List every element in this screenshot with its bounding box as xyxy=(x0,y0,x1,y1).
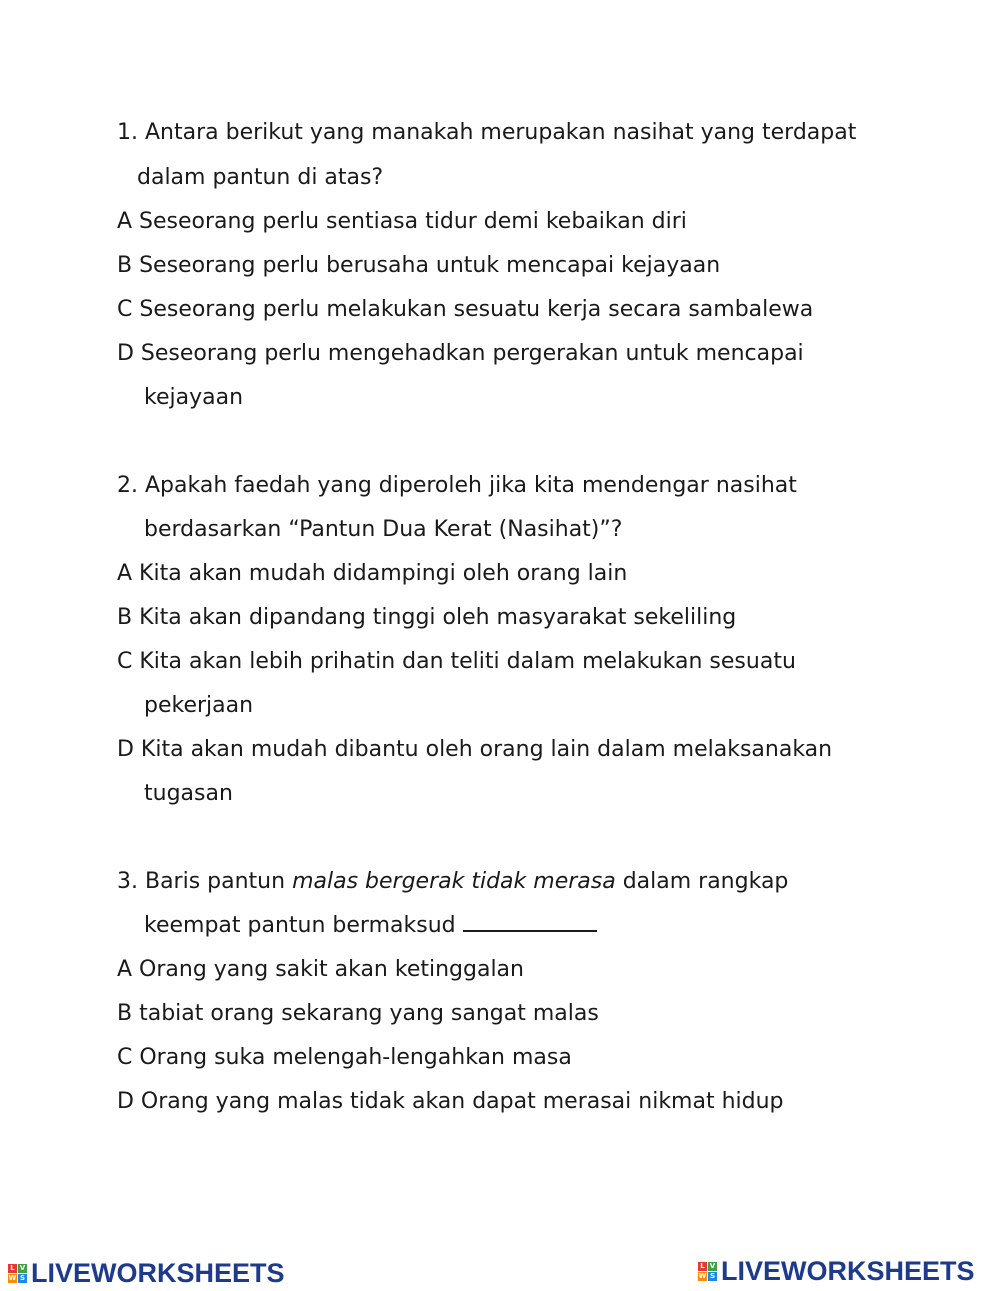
question-3-stem-line-1 xyxy=(117,867,788,897)
question-2-option-c-line-2: pekerjaan xyxy=(144,693,254,718)
question-3-stem-italic: malas bergerak tidak merasa xyxy=(292,869,616,894)
question-3-stem-text: keempat pantun bermaksud xyxy=(144,913,463,938)
liveworksheets-logo-icon xyxy=(8,1264,27,1283)
logo-square-v: V xyxy=(19,1263,26,1272)
question-3-option-c: C Orang suka melengah-lengahkan masa xyxy=(117,1045,572,1070)
brand-watermark-left xyxy=(8,1258,285,1288)
question-1-option-d-line-2: kejayaan xyxy=(144,385,244,410)
brand-name: LIVEWORKSHEETS xyxy=(31,1257,285,1288)
question-1-stem-line-2: dalam pantun di atas? xyxy=(137,165,384,190)
logo-square-s: S xyxy=(709,1271,716,1280)
question-3-option-d: D Orang yang malas tidak akan dapat merasai nikmat hidup xyxy=(117,1089,784,1114)
question-3-option-a: A Orang yang sakit akan ketinggalan xyxy=(117,957,524,982)
question-2-stem-line-2: berdasarkan “Pantun Dua Kerat (Nasihat)”? xyxy=(144,517,623,542)
logo-square-l: L xyxy=(8,1264,17,1273)
logo-square-w: W xyxy=(698,1271,707,1280)
question-1-option-a: A Seseorang perlu sentiasa tidur demi kebaikan diri xyxy=(117,209,687,234)
question-1-option-b: B Seseorang perlu berusaha untuk mencapai kejayaan xyxy=(117,253,721,278)
logo-square-s: S xyxy=(19,1273,26,1282)
logo-square-w: W xyxy=(8,1273,17,1282)
question-3-stem-suffix: dalam rangkap xyxy=(615,869,789,894)
question-1-option-d-line-1: D Seseorang perlu mengehadkan pergerakan untuk mencapai xyxy=(117,341,804,366)
question-2-option-d-line-2: tugasan xyxy=(144,781,233,806)
logo-square-v: V xyxy=(709,1261,716,1270)
brand-name: LIVEWORKSHEETS xyxy=(721,1255,975,1286)
question-2-option-a: A Kita akan mudah didampingi oleh orang lain xyxy=(117,561,628,586)
liveworksheets-logo-icon xyxy=(698,1262,717,1281)
logo-square-l: L xyxy=(698,1262,707,1271)
question-1-option-c: C Seseorang perlu melakukan sesuatu kerja secara sambalewa xyxy=(117,297,814,322)
question-2-option-c-line-1: C Kita akan lebih prihatin dan teliti dalam melakukan sesuatu xyxy=(117,649,796,674)
brand-watermark-right xyxy=(698,1256,975,1286)
question-2-option-d-line-1: D Kita akan mudah dibantu oleh orang lain dalam melaksanakan xyxy=(117,737,833,762)
question-2-stem-line-1: 2. Apakah faedah yang diperoleh jika kita mendengar nasihat xyxy=(117,473,797,498)
question-2-option-b: B Kita akan dipandang tinggi oleh masyarakat sekeliling xyxy=(117,605,737,630)
question-1-stem-line-1: 1. Antara berikut yang manakah merupakan nasihat yang terdapat xyxy=(117,120,857,145)
question-3-stem-line-2 xyxy=(144,911,597,941)
question-3-stem-prefix: 3. Baris pantun xyxy=(117,869,293,894)
answer-blank xyxy=(463,912,597,932)
question-3-option-b: B tabiat orang sekarang yang sangat malas xyxy=(117,1001,599,1026)
